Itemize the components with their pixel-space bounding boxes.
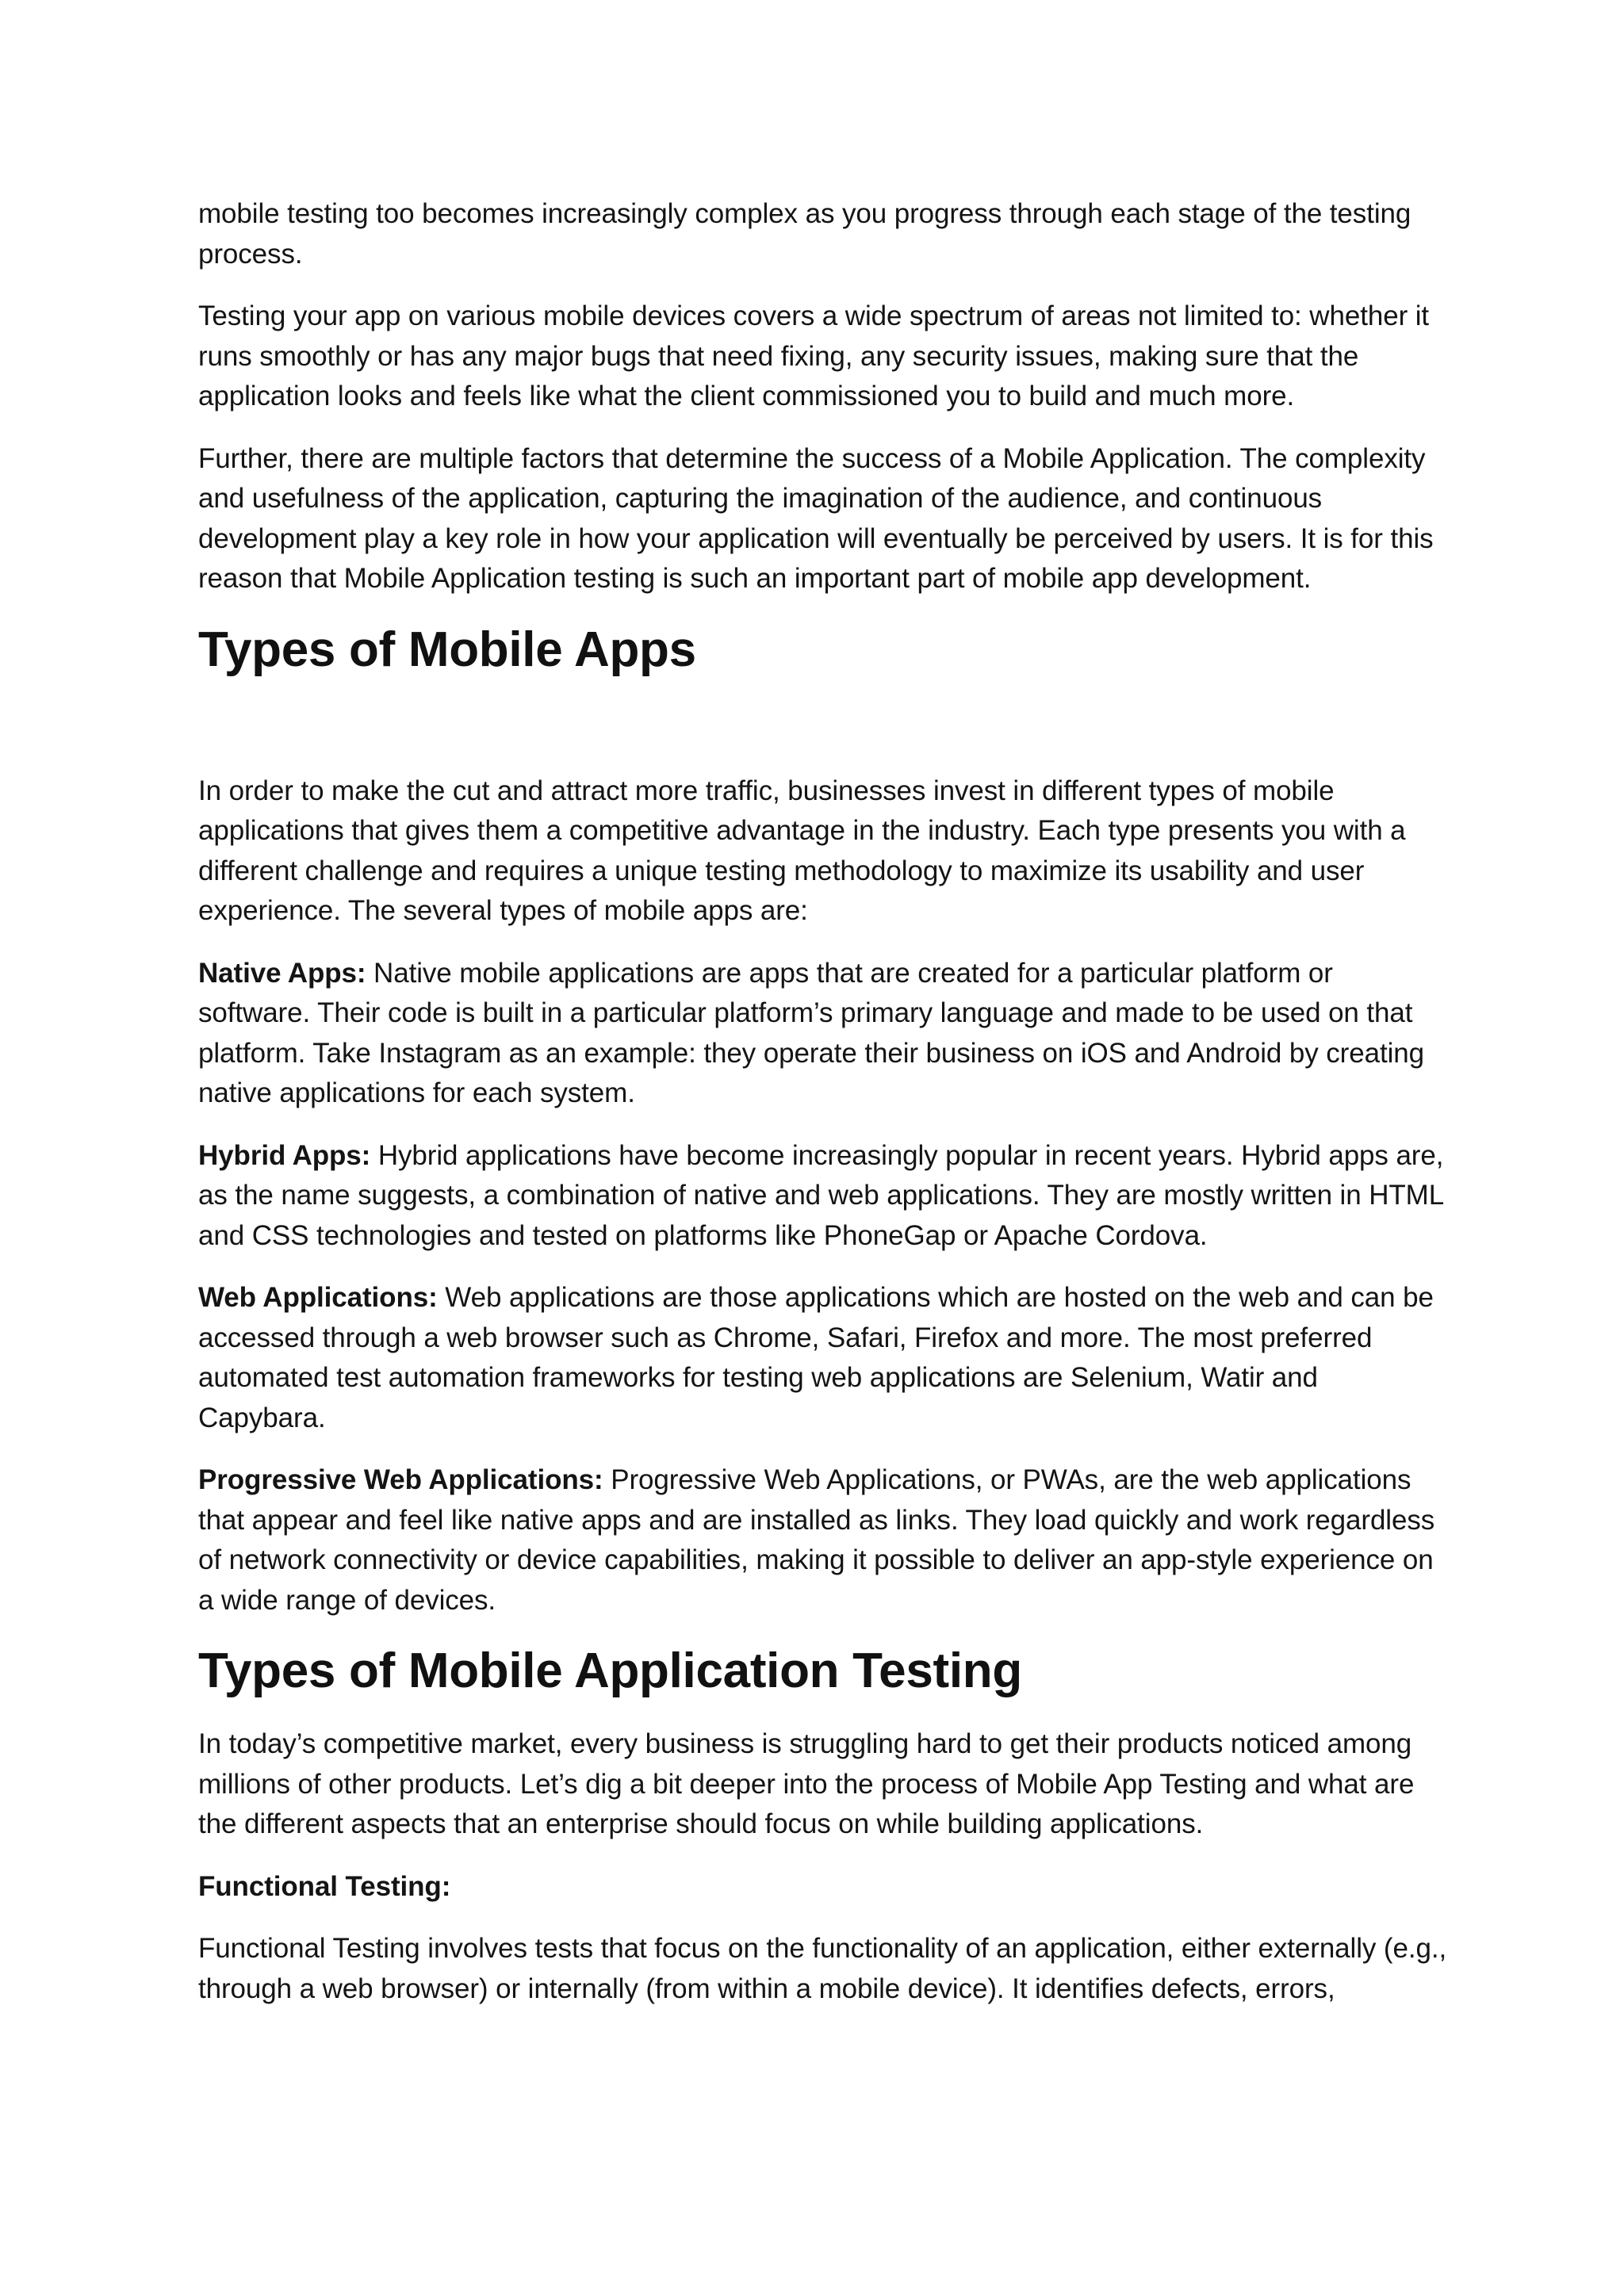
types-of-testing-intro: In today’s competitive market, every business is struggling hard to get their products noticed among millions of other products. Let’s dig a bit deeper into the process of Mobile App Testing and what are the different aspects that an enterprise should focus on while building applications.: [198, 1728, 1415, 1839]
app-type-term: Web Applications:: [198, 1282, 438, 1313]
functional-testing-heading: [198, 1867, 1451, 1908]
intro-paragraph-3: Further, there are multiple factors that determine the success of a Mobile Application. The complexity and usefulness of the application, capturing the imagination of the audience, and continuous development play a key role in how your application will eventually be perceived by users. It is for this reason that Mobile Application testing is such an important part of mobile app development.: [198, 442, 1434, 594]
app-type-web: [198, 1278, 1451, 1438]
app-type-hybrid: [198, 1136, 1451, 1257]
app-type-description: Progressive Web Applications, or PWAs, are the web applications that appear and feel like native apps and are installed as links. They load quickly and work regardless of network connectivity or device capabilities, making it possible to deliver an app-style experience on a wide range of devices.: [198, 1464, 1435, 1616]
app-type-description: Hybrid applications have become increasingly popular in recent years. Hybrid apps are, as the name suggests, a combination of native and web applications. They are mostly written in HTML and CSS technologies and tested on platforms like PhoneGap or Apache Cordova.: [198, 1139, 1444, 1251]
app-type-pwa: [198, 1460, 1451, 1621]
types-of-apps-intro: In order to make the cut and attract more traffic, businesses invest in different types of mobile applications that gives them a competitive advantage in the industry. Each type presents you with a different challenge and requires a unique testing methodology to maximize its usability and user experience. The several types of mobile apps are:: [198, 775, 1406, 926]
functional-testing-paragraph: Functional Testing involves tests that focus on the functionality of an application, either externally (e.g., through a web browser) or internally (from within a mobile device). It identifies defects, errors,: [198, 1933, 1447, 2004]
intro-paragraph-1: mobile testing too becomes increasingly complex as you progress through each stage of the testing process.: [198, 198, 1411, 270]
app-type-term: Native Apps:: [198, 957, 366, 989]
heading-types-of-mobile-application-testing: Types of Mobile Application Testing: [198, 1644, 1022, 1698]
intro-paragraph-2: Testing your app on various mobile devices covers a wide spectrum of areas not limited to: whether it runs smoothly or has any major bugs that need fixing, any security issues, making sure that the application looks and feels like what the client commissioned you to build and much more.: [198, 300, 1430, 411]
app-type-description: Native mobile applications are apps that are created for a particular platform or software. Their code is built in a particular platform’s primary language and made to be used on that platform. Take Instagram as an example: they operate their business on iOS and Android by creating native applications for each system.: [198, 957, 1424, 1108]
app-type-description: Web applications are those applications which are hosted on the web and can be accessed through a web browser such as Chrome, Safari, Firefox and more. The most preferred automated test automation frameworks for testing web applications are Selenium, Watir and Capybara.: [198, 1282, 1434, 1433]
functional-testing-term: Functional Testing:: [198, 1870, 451, 1902]
app-type-term: Hybrid Apps:: [198, 1139, 371, 1171]
heading-types-of-mobile-apps: Types of Mobile Apps: [198, 622, 696, 677]
app-type-native: [198, 954, 1451, 1114]
app-type-term: Progressive Web Applications:: [198, 1464, 603, 1495]
document-page: [198, 194, 1451, 2031]
